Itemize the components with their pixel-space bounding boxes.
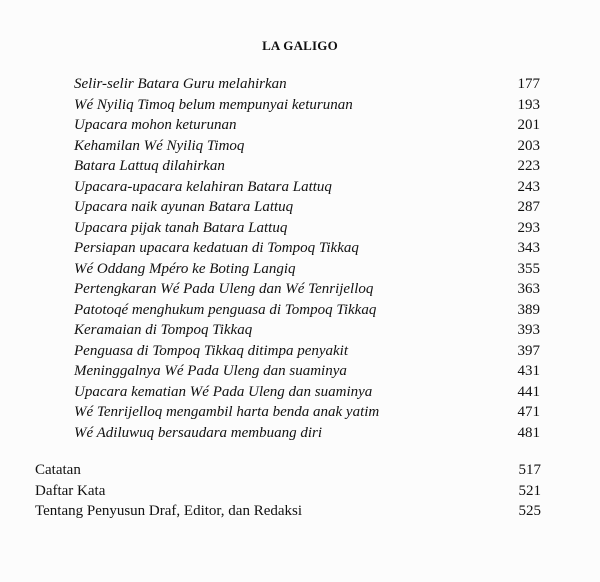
toc-entry [74, 382, 540, 403]
toc-entry [74, 423, 540, 444]
toc-entry-title: Meninggalnya Wé Pada Uleng dan suaminya [74, 363, 347, 379]
toc-entry [74, 136, 540, 157]
toc-entry-page-number: 389 [517, 301, 540, 318]
appendix-entry-page-number: 521 [518, 482, 541, 499]
toc-entry [74, 197, 540, 218]
toc-entry-title: Upacara mohon keturunan [74, 117, 237, 133]
appendix-entry-page-number: 517 [518, 462, 541, 478]
toc-entry [74, 300, 540, 321]
appendix-entry [35, 481, 541, 502]
toc-entry [74, 259, 540, 280]
toc-entry-page-number: 287 [517, 199, 540, 215]
toc-entry-title: Persiapan upacara kedatuan di Tompoq Tikkaq [74, 240, 359, 256]
appendix-entry-page-number: 525 [518, 503, 541, 519]
toc-entry-page-number: 343 [517, 240, 540, 256]
toc-entry-title: Upacara pijak tanah Batara Lattuq [74, 219, 288, 236]
toc-entry-title: Wé Adiluwuq bersaudara membuang diri [74, 424, 323, 441]
toc-entry-title: Wé Oddang Mpéro ke Boting Langiq [74, 260, 296, 277]
toc-entry-page-number: 471 [517, 404, 540, 420]
toc-entry-page-number: 397 [517, 342, 540, 359]
toc-entry [74, 361, 540, 382]
appendix-entry [35, 460, 541, 481]
toc-entry [74, 218, 540, 239]
toc-entry-page-number: 441 [517, 383, 540, 400]
appendix-entry-title: Tentang Penyusun Draf, Editor, dan Redaksi [35, 503, 303, 519]
toc-entry-title: Kehamilan Wé Nyiliq Timoq [74, 137, 245, 154]
toc-entry-page-number: 363 [517, 281, 540, 297]
toc-entry-page-number: 481 [517, 424, 540, 441]
toc-entry [74, 320, 540, 341]
toc-entry-title: Upacara naik ayunan Batara Lattuq [74, 199, 294, 215]
toc-entry-title: Keramaian di Tompoq Tikkaq [74, 322, 253, 338]
toc-entry-title: Batara Lattuq dilahirkan [74, 158, 225, 174]
toc-entry-page-number: 177 [517, 76, 540, 92]
toc-entry [74, 156, 540, 177]
appendix-list [35, 460, 541, 522]
toc-entry [74, 341, 540, 362]
toc-entry-title: Upacara-upacara kelahiran Batara Lattuq [74, 178, 332, 195]
toc-entry-page-number: 355 [517, 260, 540, 277]
toc-entry [74, 115, 540, 136]
toc-entry [74, 177, 540, 198]
appendix-entry-title: Catatan [35, 462, 81, 478]
toc-entry-page-number: 243 [517, 178, 540, 195]
appendix-entry [35, 501, 541, 522]
running-header: LA GALIGO [262, 38, 338, 53]
toc-entry-page-number: 201 [517, 117, 540, 133]
toc-entry-title: Wé Nyiliq Timoq belum mempunyai keturunan [74, 96, 353, 113]
toc-list [74, 74, 540, 443]
toc-entry [74, 74, 540, 95]
toc-entry-page-number: 431 [517, 363, 540, 379]
toc-entry [74, 402, 540, 423]
toc-entry-title: Wé Tenrijelloq mengambil harta benda anak yatim [74, 404, 380, 420]
toc-entry [74, 279, 540, 300]
toc-entry-title: Pertengkaran Wé Pada Uleng dan Wé Tenrijelloq [74, 281, 374, 297]
toc-entry-page-number: 293 [517, 219, 540, 236]
toc-entry-title: Patotoqé menghukum penguasa di Tompoq Tikkaq [74, 301, 377, 318]
toc-entry-page-number: 203 [517, 137, 540, 154]
toc-entry-title: Selir-selir Batara Guru melahirkan [74, 76, 287, 92]
toc-entry-title: Penguasa di Tompoq Tikkaq ditimpa penyakit [74, 342, 349, 359]
toc-entry-page-number: 193 [517, 96, 540, 113]
appendix-entry-title: Daftar Kata [35, 482, 106, 499]
toc-entry-page-number: 223 [517, 158, 540, 174]
toc-entry-page-number: 393 [517, 322, 540, 338]
toc-entry [74, 95, 540, 116]
toc-entry [74, 238, 540, 259]
toc-entry-title: Upacara kematian Wé Pada Uleng dan suaminya [74, 383, 373, 400]
